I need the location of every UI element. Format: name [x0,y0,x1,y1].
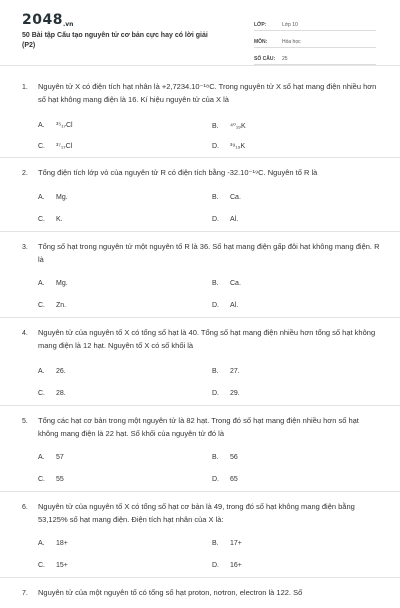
option-text: 56 [230,454,238,461]
option-d[interactable] [212,216,238,223]
option-label: A. [38,280,45,287]
question-1 [0,66,400,158]
option-label: D. [212,302,219,309]
question-text: Tổng số hạt trong nguyên tử một nguyên tố R là 36. Số hạt mang điện gấp đôi hạt không mang điện. R là [38,242,380,264]
option-label: D. [212,143,219,150]
option-text: 27. [230,368,240,375]
option-label: A. [38,122,45,129]
option-label: C. [38,302,45,309]
option-c[interactable] [38,143,72,150]
question-number: 6. [22,504,28,511]
meta-key: LỚP: [254,22,267,28]
option-text: 16+ [230,562,242,569]
document-header [0,0,400,66]
option-a[interactable] [38,194,68,201]
meta-row-subject [254,31,376,48]
question-2 [0,158,400,232]
option-label: A. [38,194,45,201]
question-text: Nguyên tử của một nguyên tố có tổng số hạt proton, nơtron, electron là 122. Số [38,588,303,597]
document-title: 50 Bài tập Cấu tạo nguyên tử cơ bản cực hay có lời giải (P2) [22,32,208,49]
question-5 [0,406,400,492]
option-d[interactable] [212,562,242,569]
meta-key: MÔN: [254,39,268,45]
option-a[interactable] [38,368,66,375]
option-a[interactable] [38,280,68,287]
meta-value: 25 [282,56,288,62]
option-a[interactable] [38,454,64,461]
option-label: B. [212,368,219,375]
option-d[interactable] [212,390,240,397]
question-3 [0,232,400,318]
question-text: Tổng các hạt cơ bản trong một nguyên tử là 82 hạt. Trong đó số hạt mang điện nhiều hơn số hạt không mang điện là 22 hạt. Số khối của nguyên tử đó là [38,416,359,438]
option-text: 55 [56,476,64,483]
question-4 [0,318,400,406]
logo-suffix: .vn [62,21,74,28]
option-c[interactable] [38,302,66,309]
option-label: C. [38,390,45,397]
option-b[interactable] [212,194,241,201]
logo-text: 2048 [22,12,63,28]
option-label: C. [38,476,45,483]
question-text: Nguyên tử của nguyên tố X có tổng số hạt cơ bản là 49, trong đó số hạt không mang điện bằng 53,125% số hạt mang điện. Điện tích hạt nhân của X là: [38,502,355,524]
meta-value: Lớp 10 [282,22,298,28]
option-d[interactable] [212,476,238,483]
option-text: ³⁷₁₇Cl [56,143,73,150]
option-label: D. [212,562,219,569]
option-text: Al. [230,216,239,223]
meta-row-class [254,14,376,31]
option-label: C. [38,216,45,223]
question-7 [0,578,400,608]
option-label: B. [212,194,219,201]
option-c[interactable] [38,216,63,223]
option-label: A. [38,454,45,461]
option-text: Zn. [56,302,67,309]
option-text: 17+ [230,540,242,547]
option-c[interactable] [38,390,66,397]
document-meta [254,14,376,65]
question-number: 7. [22,590,28,597]
question-text: Nguyên tử của nguyên tố X có tổng số hạt là 40. Tổng số hạt mang điện nhiều hơn tổng số hạt không mang điện là 12 hạt. Nguyên tố X có số khối là [38,328,376,350]
option-text: Mg. [56,194,68,201]
option-text: Ca. [230,194,241,201]
option-b[interactable] [212,454,238,461]
option-label: D. [212,216,219,223]
option-d[interactable] [212,302,238,309]
option-text: ³⁹₁₉K [230,143,246,150]
option-text: 15+ [56,562,68,569]
option-b[interactable] [212,540,242,547]
option-c[interactable] [38,476,64,483]
option-a[interactable] [38,540,68,547]
option-text: K. [56,216,63,223]
option-a[interactable] [38,122,73,129]
option-text: Ca. [230,280,241,287]
option-d[interactable] [212,143,245,150]
option-text: 57 [56,454,64,461]
option-label: D. [212,476,219,483]
option-label: C. [38,562,45,569]
meta-value: Hóa học [282,39,301,45]
option-label: D. [212,390,219,397]
option-label: B. [212,122,219,130]
question-text: Nguyên tử X có điện tích hạt nhân là +2,7234.10⁻¹⁸C. Trong nguyên tử X số hạt mang điện nhiều hơn số hạt không mang điện là 16. Kí hiệu nguyên tử của X là [38,82,377,104]
question-number: 1. [22,84,28,91]
option-c[interactable] [38,562,68,569]
option-label: C. [38,143,45,150]
option-label: A. [38,368,45,375]
question-number: 5. [22,418,28,425]
option-text: 28. [56,390,66,397]
question-number: 2. [22,170,28,177]
question-number: 3. [22,244,28,251]
option-text: 29. [230,390,240,397]
option-text: 65 [230,476,238,483]
option-label: B. [212,280,219,287]
meta-row-count [254,48,376,65]
option-b[interactable] [212,368,240,375]
option-b[interactable] [212,280,241,287]
option-b[interactable] [212,122,246,130]
option-label: A. [38,540,45,547]
option-label: B. [212,540,219,547]
question-6 [0,492,400,578]
option-text: ⁴⁰₁₉K [230,123,246,130]
option-text: 26. [56,368,66,375]
question-number: 4. [22,330,28,337]
site-logo[interactable] [22,12,73,28]
option-text: Al. [230,302,239,309]
meta-key: SỐ CÂU: [254,56,276,62]
option-text: 18+ [56,540,68,547]
option-text: ³⁵₁₇Cl [56,122,73,129]
option-text: Mg. [56,280,68,287]
question-text: Tổng điện tích lớp vỏ của nguyên tử R có điện tích bằng -32.10⁻¹⁹C. Nguyên tố R là [38,168,318,177]
option-label: B. [212,454,219,461]
